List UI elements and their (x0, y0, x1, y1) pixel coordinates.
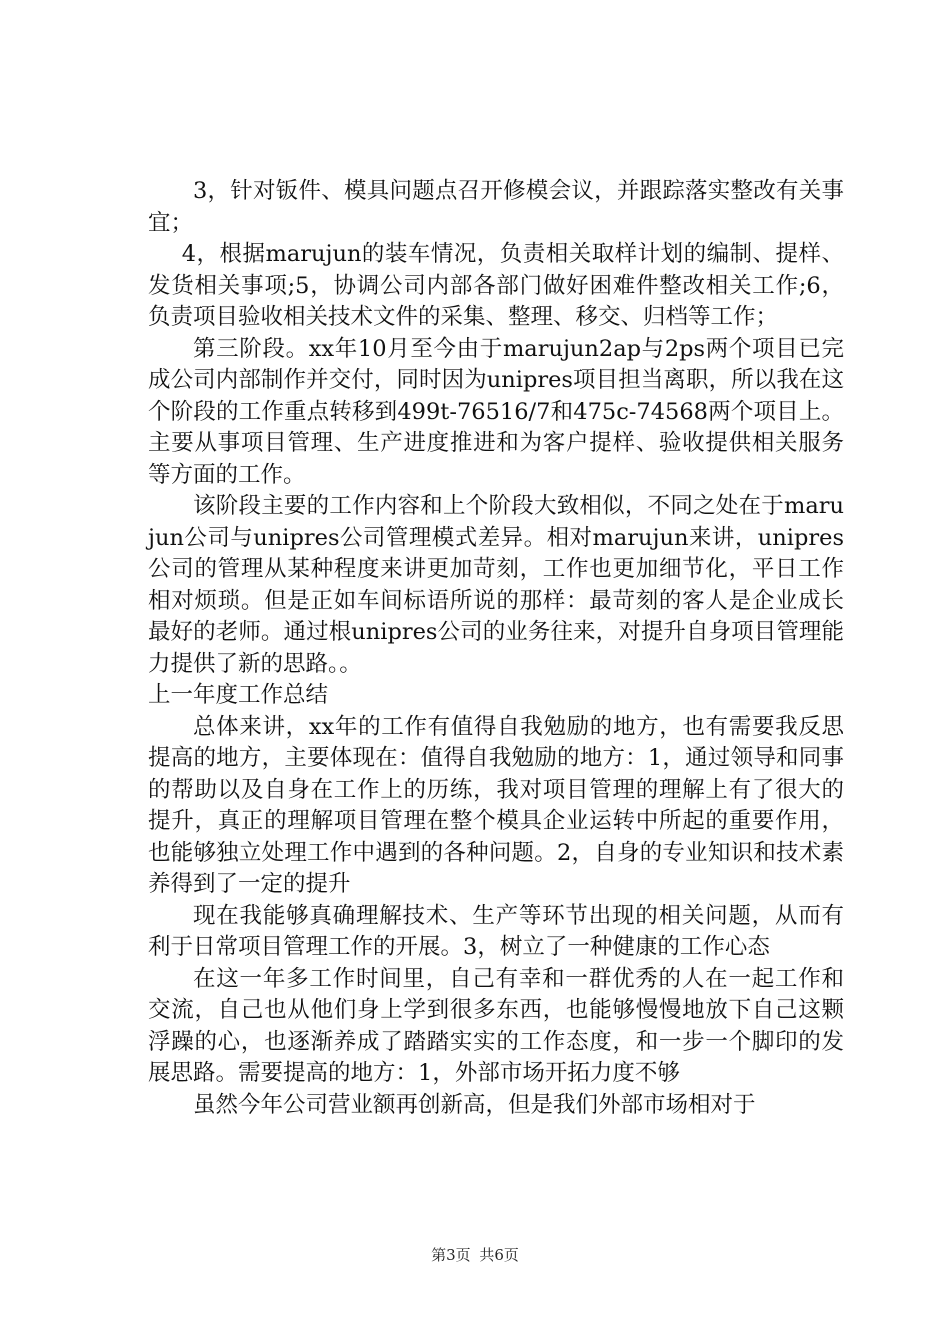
paragraph-5: 总体来讲，xx年的工作有值得自我勉励的地方，也有需要我反思提高的地方，主要体现在：值得自我勉励的地方：1，通过领导和同事的帮助以及自身在工作上的历练，我对项目管理的理解上有了很大的提升，真正的理解项目管理在整个模具企业运转中所起的重要作用，也能够独立处理工作中遇到的各种问题。2，自身的专业知识和技术素养得到了一定的提升 (148, 713, 844, 897)
page-footer (0, 1244, 950, 1265)
section-heading: 上一年度工作总结 (148, 682, 329, 708)
paragraph-8: 虽然今年公司营业额再创新高，但是我们外部市场相对于 (193, 1091, 756, 1118)
document-body (148, 176, 844, 1121)
page-total: 共6页 (479, 1246, 519, 1264)
paragraph-1: 3，针对钣件、模具问题点召开修模会议，并跟踪落实整改有关事宜； (148, 178, 844, 236)
paragraph-7: 在这一年多工作时间里，自己有幸和一群优秀的人在一起工作和交流，自己也从他们身上学到很多东西，也能够慢慢地放下自己这颗浮躁的心，也逐渐养成了踏踏实实的工作态度，和一步一个脚印的发展思路。需要提高的地方：1，外部市场开拓力度不够 (148, 965, 844, 1086)
paragraph-4: 该阶段主要的工作内容和上个阶段大致相似，不同之处在于marujun公司与unipres公司管理模式差异。相对marujun来讲，unipres公司的管理从某种程度来讲更加苛刻，工作也更加细节化，平日工作相对烦琐。但是正如车间标语所说的那样：最苛刻的客人是企业成长最好的老师。通过根unipres公司的业务往来，对提升自身项目管理能力提供了新的思路。。 (148, 493, 844, 677)
paragraph-3: 第三阶段。xx年10月至今由于marujun2ap与2ps两个项目已完成公司内部制作并交付，同时因为unipres项目担当离职，所以我在这个阶段的工作重点转移到499t-76516/7和475c-74568两个项目上。主要从事项目管理、生产进度推进和为客户提样、验收提供相关服务等方面的工作。 (148, 335, 844, 488)
page-number: 第3页 (431, 1246, 471, 1264)
paragraph-6: 现在我能够真确理解技术、生产等环节出现的相关问题，从而有利于日常项目管理工作的开展。3，树立了一种健康的工作心态 (148, 902, 844, 960)
paragraph-2: 4，根据marujun的装车情况，负责相关取样计划的编制、提样、发货相关事项;5，协调公司内部各部门做好困难件整改相关工作;6，负责项目验收相关技术文件的采集、整理、移交、归档等工作； (148, 241, 844, 330)
